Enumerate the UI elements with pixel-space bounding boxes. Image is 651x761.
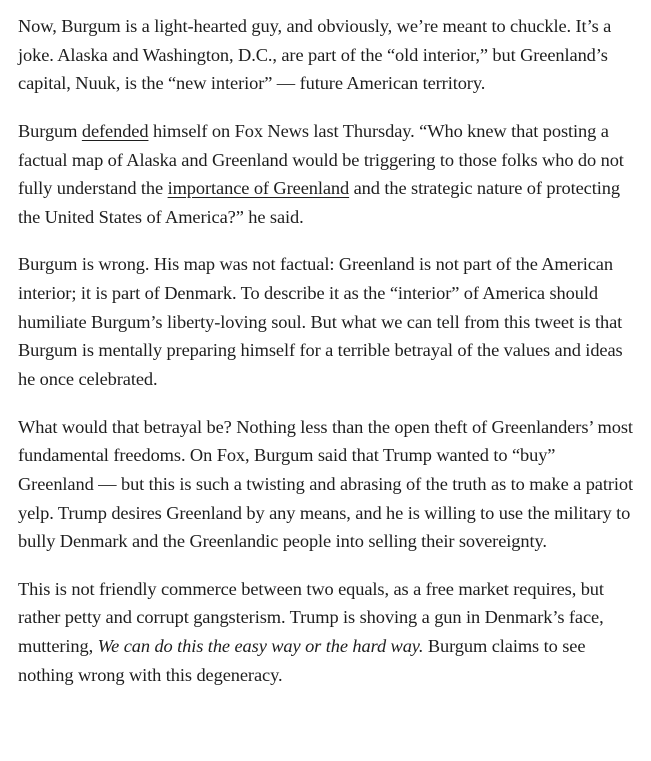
- paragraph-1-text: Now, Burgum is a light-hearted guy, and obviously, we’re meant to chuckle. It’s a joke. Alaska and Washington, D.C., are part of the “old interior,” but Greenland’s capital, Nuuk, is the “new interior” — future American territory.: [18, 16, 612, 94]
- paragraph-5-text-a: This is not friendly commerce between two equals, as a free market requires, but rather petty and corrupt gangsterism. Trump is shoving a gun in Denmark’s face, muttering,: [18, 578, 604, 657]
- paragraph-1: [18, 12, 633, 98]
- defended-link[interactable]: defended: [81, 120, 149, 141]
- importance-of-greenland-link[interactable]: importance of Greenland: [167, 178, 350, 199]
- paragraph-2-text-b: himself on Fox News last Thursday. “Who knew that posting a factual map of Alaska and Greenland would be triggering to those folks who do not fully understand the: [18, 120, 624, 199]
- paragraph-5: [18, 575, 633, 690]
- paragraph-5-text-b: Burgum claims to see nothing wrong with this degeneracy.: [18, 636, 586, 685]
- paragraph-3-text: Burgum is wrong. His map was not factual: Greenland is not part of the American interior; it is part of Denmark. To describe it as the “interior” of America should humiliate Burgum’s liberty-loving soul. But what we can tell from this tweet is that Burgum is mentally preparing himself for a terrible betrayal of the values and ideas he once celebrated.: [18, 254, 623, 390]
- paragraph-4: [18, 413, 633, 557]
- quote-emphasis: We can do this the easy way or the hard way.: [97, 636, 424, 657]
- paragraph-2-text-a: Burgum: [18, 120, 82, 141]
- paragraph-3: [18, 250, 633, 394]
- paragraph-4-text: What would that betrayal be? Nothing less than the open theft of Greenlanders’ most fundamental freedoms. On Fox, Burgum said that Trump wanted to “buy” Greenland — but this is such a twisting and abrasing of the truth as to make a patriot yelp. Trump desires Greenland by any means, and he is willing to use the military to bully Denmark and the Greenlandic people into selling their sovereignty.: [18, 416, 634, 552]
- paragraph-2-text-c: and the strategic nature of protecting the United States of America?” he said.: [18, 178, 620, 227]
- paragraph-2: [18, 117, 633, 232]
